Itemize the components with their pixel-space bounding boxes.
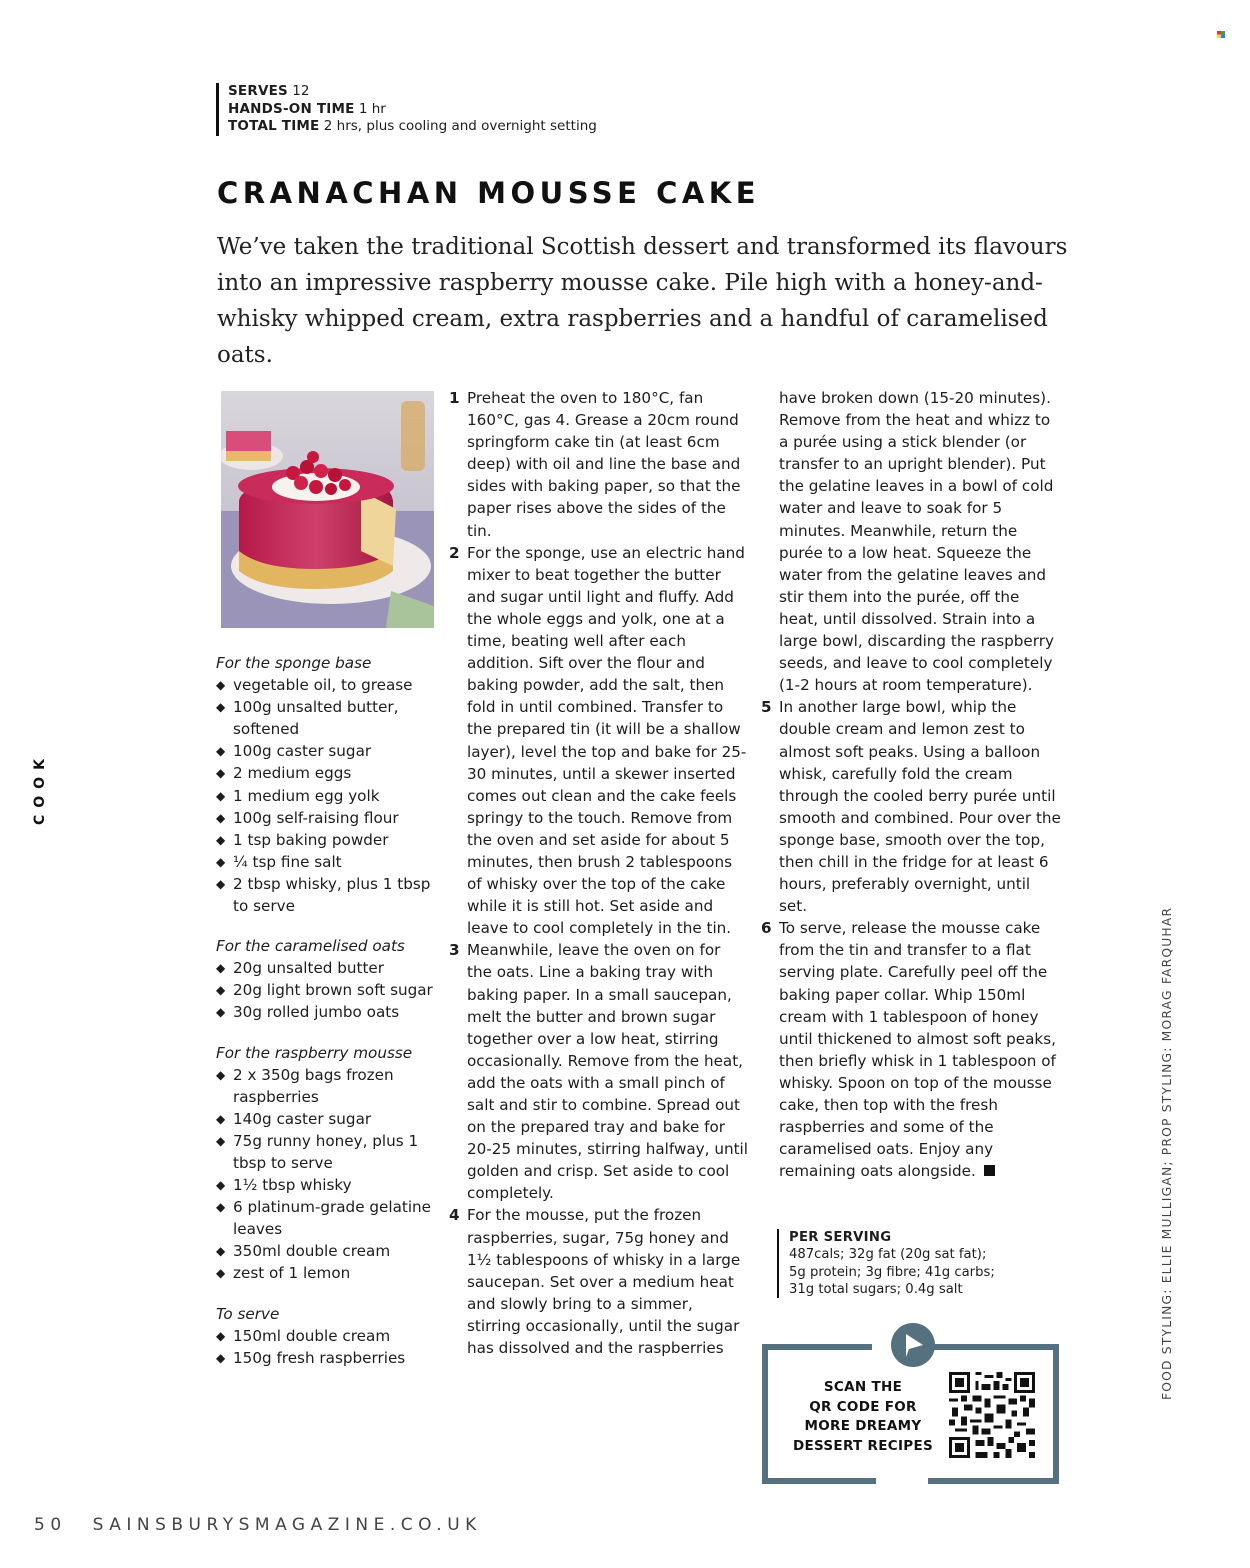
ingredient-heading: For the raspberry mousse <box>216 1043 413 1062</box>
recipe-title: CRANACHAN MOUSSE CAKE <box>217 176 761 210</box>
magazine-url[interactable]: SAINSBURYSMAGAZINE.CO.UK <box>92 1515 482 1535</box>
method-step <box>449 939 749 1204</box>
nutrition-line: 5g protein; 3g fibre; 41g carbs; <box>789 1264 995 1280</box>
ingredient-item: ◆ 100g unsalted butter, softened <box>216 696 446 740</box>
step-text: Meanwhile, leave the oven on for the oats. Line a baking tray with baking paper. In a small saucepan, melt the butter and brown sugar together over a low heat, stirring occasionally. Remove from the heat, add the oats with a small pinch of salt and stir to combine. Spread out on the prepared tray and bake for 20-25 minutes, stirring halfway, until golden and crisp. Set aside to cool completely. <box>467 941 748 1203</box>
ingredient-item: ◆ ¼ tsp fine salt <box>216 851 446 873</box>
ingredient-list-mousse <box>216 1064 446 1285</box>
step-text: Preheat the oven to 180°C, fan 160°C, gas 4. Grease a 20cm round springform cake tin (at least 6cm deep) with oil and line the base and sides with baking paper, so that the paper rises above the sides of the tin. <box>467 389 741 540</box>
section-label <box>31 745 51 833</box>
ingredient-item: ◆ 150ml double cream <box>216 1325 446 1347</box>
ingredients-column <box>216 652 446 1387</box>
method-column-1 <box>449 387 749 1359</box>
recipe-meta: SERVES 12 HANDS-ON TIME 1 hr TOTAL TIME 2 hrs, plus cooling and overnight setting <box>216 83 597 136</box>
qr-promo[interactable] <box>762 1344 1059 1484</box>
step-number: 6 <box>761 919 772 938</box>
ingredient-item: ◆ 2 tbsp whisky, plus 1 tbsp to serve <box>216 873 446 917</box>
ingredient-item: ◆ 100g caster sugar <box>216 740 446 762</box>
ingredient-heading: To serve <box>216 1304 280 1323</box>
ingredient-item: ◆ 350ml double cream <box>216 1240 446 1262</box>
nutrition-line: 31g total sugars; 0.4g salt <box>789 1281 963 1297</box>
ingredient-item: ◆ 1 medium egg yolk <box>216 785 446 807</box>
step-text: For the mousse, put the frozen raspberries, sugar, 75g honey and 1½ tablespoons of whisky in a large saucepan. Set over a medium heat and slowly bring to a simmer, stirring occasionally, until the sugar has dissolved and the raspberries <box>467 1206 741 1358</box>
ingredient-item: ◆ 20g light brown soft sugar <box>216 979 446 1001</box>
ingredient-item: ◆ 1½ tbsp whisky <box>216 1174 446 1196</box>
step-number: 1 <box>449 389 460 407</box>
step-number: 5 <box>761 698 772 717</box>
ingredient-item: ◆ 30g rolled jumbo oats <box>216 1001 446 1023</box>
nutrition-line: 487cals; 32g fat (20g sat fat); <box>789 1247 987 1263</box>
nutrition-heading: PER SERVING <box>789 1230 892 1245</box>
ingredient-list-oats <box>216 957 446 1023</box>
ingredient-heading: For the caramelised oats <box>216 937 405 956</box>
qr-code[interactable] <box>949 1372 1035 1458</box>
step-number: 4 <box>449 1206 460 1225</box>
ingredient-item: ◆ 20g unsalted butter <box>216 957 446 979</box>
ingredient-list-sponge <box>216 674 446 917</box>
method-step <box>449 387 749 542</box>
ingredient-item: ◆ zest of 1 lemon <box>216 1262 446 1284</box>
ingredient-item: ◆ 6 platinum-grade gelatine leaves <box>216 1196 446 1240</box>
ingredient-item: ◆ vegetable oil, to grease <box>216 674 446 696</box>
step-text: For the sponge, use an electric hand mixer to beat together the butter and sugar until light and fluffy. Add the whole eggs and yolk, one at a time, beating well after each addition. Sift over the flour and baking powder, add the salt, then fold in until combined. Transfer to the prepared tin (it will be a shallow layer), level the top and bake for 25-30 minutes, until a skewer inserted comes out clean and the cake feels springy to the touch. Remove from the oven and set aside for about 5 minutes, then brush 2 tablespoons of whisky over the top of the cake while it is still hot. Set aside and leave to cool completely in the tin. <box>467 543 747 938</box>
play-icon[interactable] <box>891 1323 935 1367</box>
svg-text:COOK: COOK <box>33 752 48 825</box>
recipe-intro: We’ve taken the traditional Scottish dessert and transformed its flavours into an impressive raspberry mousse cake. Pile high with a honey-and-whisky whipped cream, extra raspberries and a handful of caramelised oats. <box>217 234 1068 368</box>
step-number: 3 <box>449 941 460 960</box>
styling-credits: FOOD STYLING: ELLIE MULLIGAN; PROP STYLING: MORAG FARQUHAR <box>1160 906 1174 1400</box>
ingredient-list-serve <box>216 1325 446 1369</box>
method-step <box>449 1204 749 1359</box>
step-text: In another large bowl, whip the double cream and lemon zest to almost soft peaks. Using a balloon whisk, carefully fold the cream through the cooled berry purée until smooth and combined. Pour over the sponge base, smooth over the top, then chill in the fridge for at least 6 hours, preferably overnight, until set. <box>779 698 1061 916</box>
qr-caption: SCAN THE QR CODE FOR MORE DREAMY DESSERT RECIPES <box>792 1379 934 1454</box>
method-step <box>761 696 1061 917</box>
step-text: have broken down (15-20 minutes). Remove from the heat and whizz to a purée using a stick blender (or transfer to an upright blender). Put the gelatine leaves in a bowl of cold water and leave to soak for 5 minutes. Meanwhile, return the purée to a low heat. Squeeze the water from the gelatine leaves and stir them into the purée, off the heat, until dissolved. Strain into a large bowl, discarding the raspberry seeds, and leave to cool completely (1-2 hours at room temperature). <box>779 389 1054 695</box>
nutrition-box <box>777 1229 995 1298</box>
color-registration-mark <box>1217 31 1225 38</box>
cake-photo <box>221 391 434 628</box>
section-label-vertical-text <box>33 745 49 825</box>
page-footer <box>34 1515 482 1535</box>
page-number: 50 <box>34 1515 67 1535</box>
ingredient-item: ◆ 75g runny honey, plus 1 tbsp to serve <box>216 1130 446 1174</box>
method-step <box>761 917 1061 1182</box>
step-number: 2 <box>449 543 460 562</box>
ingredient-item: ◆ 2 medium eggs <box>216 762 446 784</box>
end-mark <box>984 1165 995 1176</box>
method-column-2 <box>761 387 1061 1182</box>
ingredient-item: ◆ 100g self-raising flour <box>216 807 446 829</box>
ingredient-item: ◆ 2 x 350g bags frozen raspberries <box>216 1064 446 1108</box>
ingredient-item: ◆ 140g caster sugar <box>216 1108 446 1130</box>
ingredient-item: ◆ 150g fresh raspberries <box>216 1347 446 1369</box>
method-step <box>449 542 749 940</box>
ingredient-heading: For the sponge base <box>216 654 372 672</box>
ingredient-item: ◆ 1 tsp baking powder <box>216 829 446 851</box>
step-text: To serve, release the mousse cake from the tin and transfer to a flat serving plate. Carefully peel off the baking paper collar. Whip 150ml cream with 1 tablespoon of honey until thickened to almost soft peaks, then briefly whisk in 1 tablespoon of whisky. Spoon on top of the mousse cake, then top with the fresh raspberries and some of the caramelised oats. Enjoy any remaining oats alongside. <box>779 919 1056 1181</box>
method-step-continued <box>761 387 1061 696</box>
